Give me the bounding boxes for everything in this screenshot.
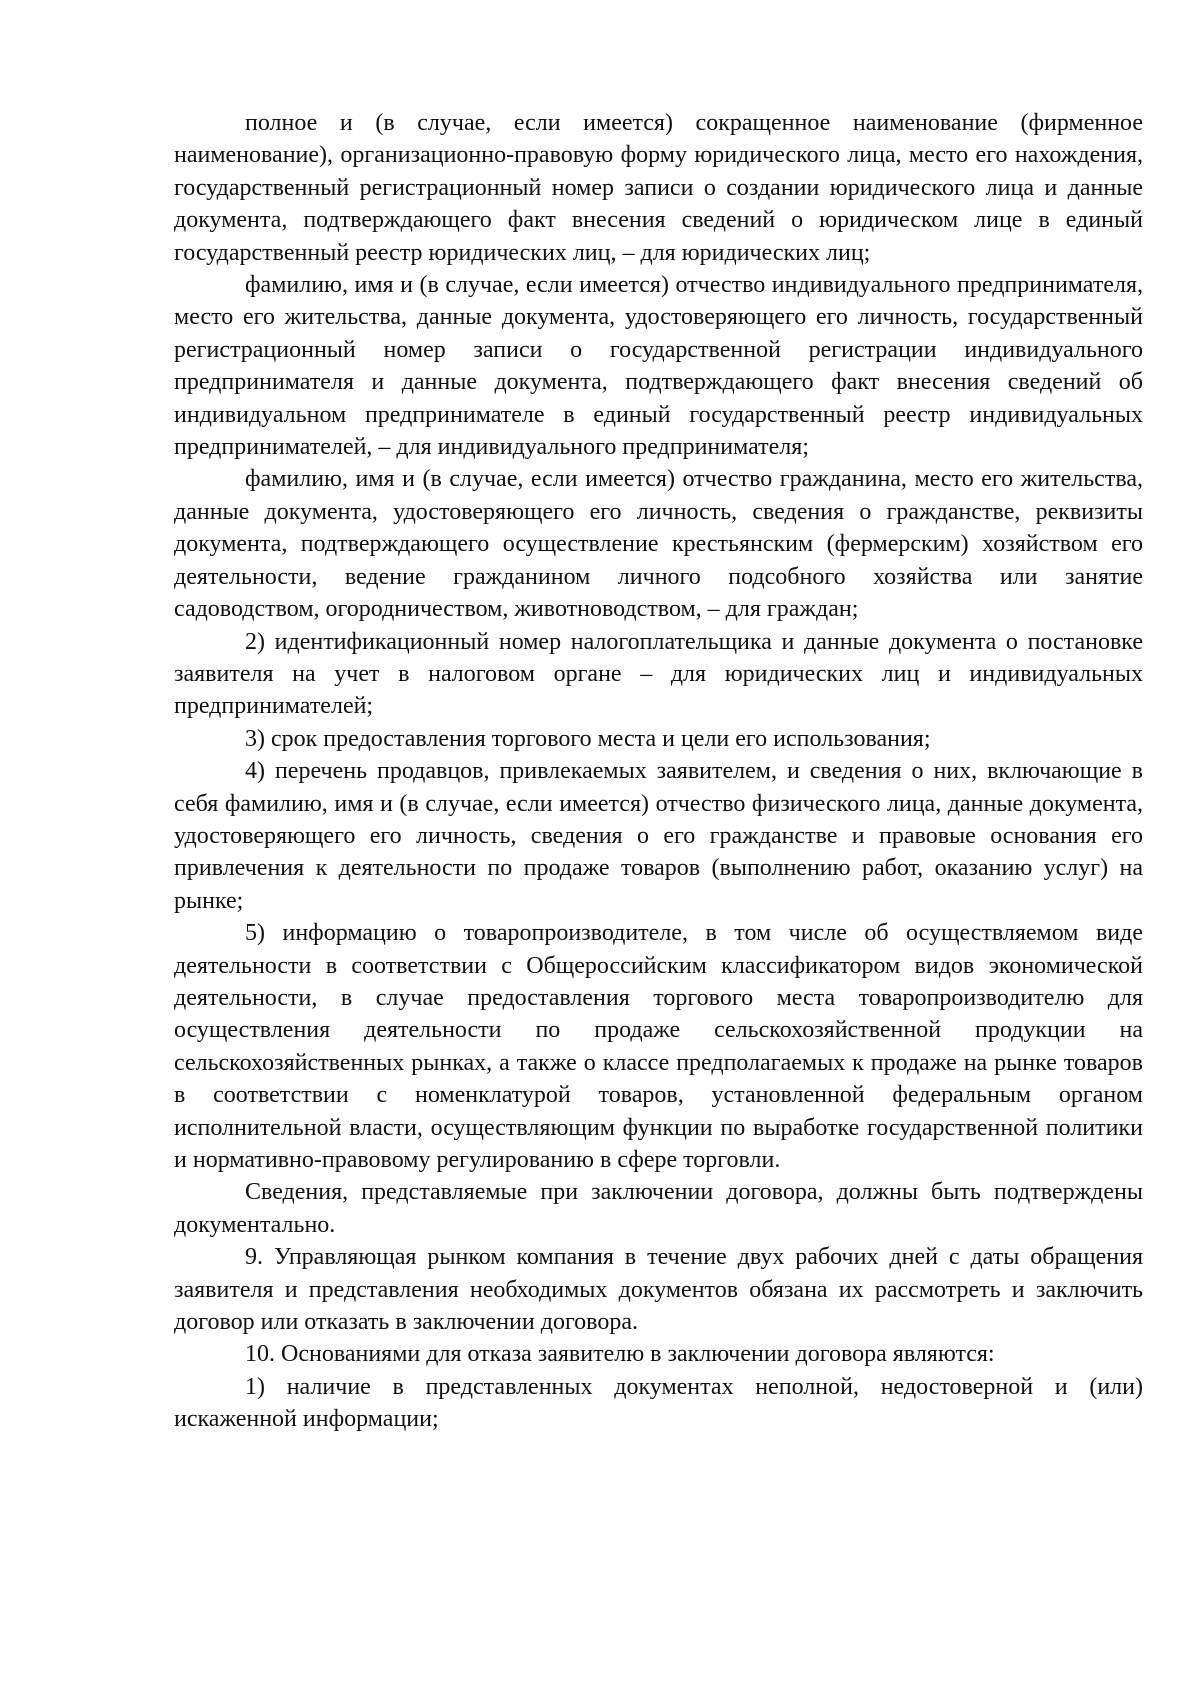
paragraph-item-3-term: 3) срок предоставления торгового места и цели его использования; [245,725,931,752]
paragraph-item-4-sellers: 4) перечень продавцов, привлекаемых заявителем, и сведения о них, включающие в себя фамилию, имя и (в случае, если имеется) отчество физического лица, данные документа, удостоверяющего его личность, сведения о его гражданстве и правовые основания его привлечения к деятельности по продаже товаров (выполнению работ, оказанию услуг) на рынке; [174,758,1143,914]
paragraph-citizen-info: фамилию, имя и (в случае, если имеется) отчество гражданина, место его жительства, данные документа, удостоверяющего его личность, сведения о гражданстве, реквизиты документа, подтверждающего осуществление крестьянским (фермерским) хозяйством его деятельности, ведение гражданином личного подсобного хозяйства или занятие садоводством, огородничеством, животноводством, – для граждан; [174,466,1143,623]
paragraph-item-2-tax-number: 2) идентификационный номер налогоплательщика и данные документа о постановке заявителя на учет в налоговом органе – для юридических лиц и индивидуальных предпринимателей; [174,628,1143,720]
paragraph-documentary-proof: Сведения, представляемые при заключении договора, должны быть подтверждены документально. [174,1179,1143,1238]
paragraph-clause-10: 10. Основаниями для отказа заявителю в заключении договора являются: [245,1341,995,1368]
document-page [174,107,1143,1436]
paragraph-clause-9: 9. Управляющая рынком компания в течение двух рабочих дней с даты обращения заявителя и представления необходимых документов обязана их рассмотреть и заключить договор или отказать в заключении договора. [174,1244,1143,1336]
paragraph-item-5-producer: 5) информацию о товаропроизводителе, в том числе об осуществляемом виде деятельности в соответствии с Общероссийским классификатором видов экономической деятельности, в случае предоставления торгового места товаропроизводителю для осуществления деятельности по продаже сельскохозяйственной продукции на сельскохозяйственных рынках, а также о классе предполагаемых к продаже на рынке товаров в соответствии с номенклатурой товаров, установленной федеральным органом исполнительной власти, осуществляющим функции по выработке государственной политики и нормативно-правовому регулированию в сфере торговли. [174,920,1143,1173]
paragraph-clause-10-item-1: 1) наличие в представленных документах неполной, недостоверной и (или) искаженной информации; [174,1373,1143,1433]
paragraph-entrepreneur-info: фамилию, имя и (в случае, если имеется) отчество индивидуального предпринимателя, место его жительства, данные документа, удостоверяющего его личность, государственный регистрационный номер записи о государственной регистрации индивидуального предпринимателя и данные документа, подтверждающего факт внесения сведений об индивидуальном предпринимателе в единый государственный реестр индивидуальных предпринимателей, – для индивидуального предпринимателя; [174,272,1143,461]
paragraph-legal-entity-info: полное и (в случае, если имеется) сокращенное наименование (фирменное наименование), организационно-правовую форму юридического лица, место его нахождения, государственный регистрационный номер записи о создании юридического лица и данные документа, подтверждающего факт внесения сведений о юридическом лице в единый государственный реестр юридических лиц, – для юридических лиц; [174,110,1143,266]
